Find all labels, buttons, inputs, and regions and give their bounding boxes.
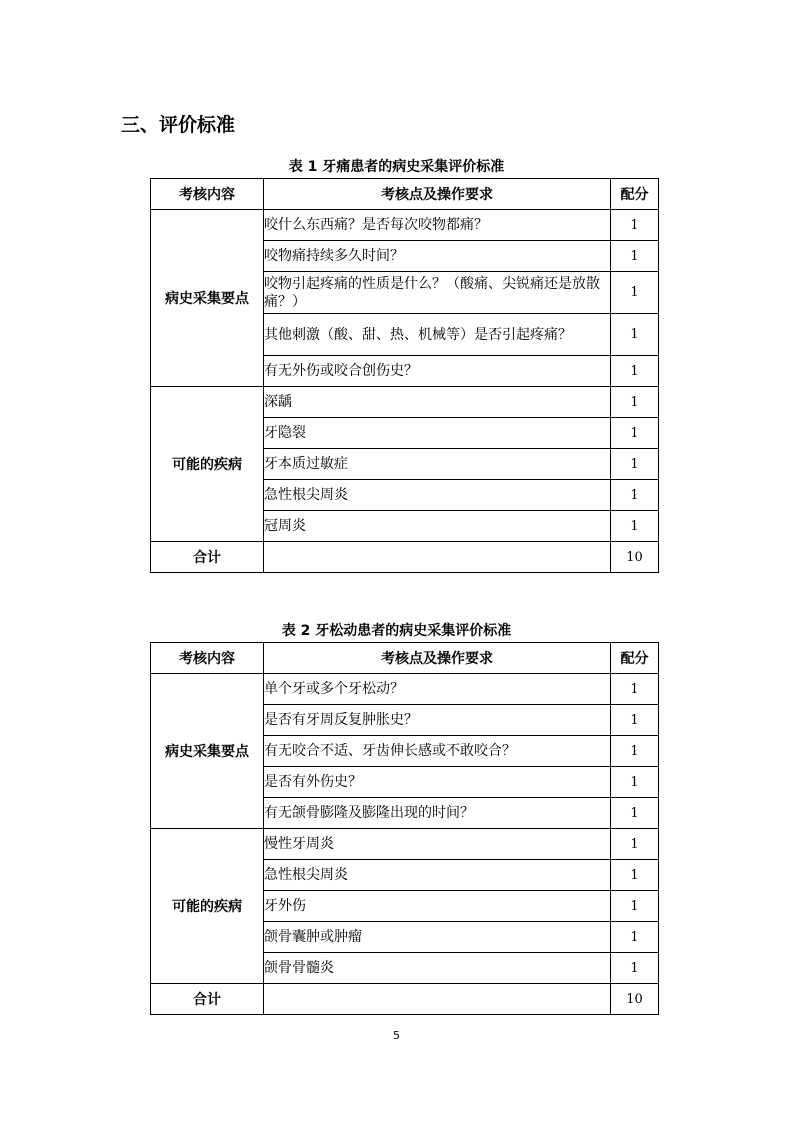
item-cell: 有无外伤或咬合创伤史？ — [264, 356, 611, 387]
score-cell: 1 — [611, 387, 659, 418]
item-cell: 有无咬合不适、牙齿伸长感或不敢咬合？ — [264, 736, 611, 767]
item-cell: 咬物引起疼痛的性质是什么？（酸痛、尖锐痛还是放散痛？） — [264, 272, 611, 314]
section-title: 三、评价标准 — [121, 114, 236, 136]
score-cell: 1 — [611, 829, 659, 860]
item-cell: 慢性牙周炎 — [264, 829, 611, 860]
table-row — [151, 674, 659, 705]
category-cell: 可能的疾病 — [151, 829, 264, 984]
table1 — [150, 178, 659, 573]
total-empty-cell — [264, 542, 611, 573]
table2-caption: 表 2 牙松动患者的病史采集评价标准 — [281, 623, 512, 639]
score-cell: 1 — [611, 314, 659, 356]
score-cell: 1 — [611, 210, 659, 241]
item-cell: 深龋 — [264, 387, 611, 418]
score-cell: 1 — [611, 953, 659, 984]
score-cell: 1 — [611, 511, 659, 542]
header-score: 配分 — [611, 179, 659, 210]
total-score: 10 — [611, 542, 659, 573]
total-empty-cell — [264, 984, 611, 1015]
score-cell: 1 — [611, 767, 659, 798]
category-cell: 病史采集要点 — [151, 210, 264, 387]
score-cell: 1 — [611, 418, 659, 449]
total-label: 合计 — [151, 542, 264, 573]
item-cell: 颌骨囊肿或肿瘤 — [264, 922, 611, 953]
score-cell: 1 — [611, 356, 659, 387]
table1-caption: 表 1 牙痛患者的病史采集评价标准 — [288, 159, 505, 175]
item-cell: 急性根尖周炎 — [264, 480, 611, 511]
item-cell: 牙本质过敏症 — [264, 449, 611, 480]
header-points: 考核点及操作要求 — [264, 643, 611, 674]
category-cell: 病史采集要点 — [151, 674, 264, 829]
table-row — [151, 387, 659, 418]
header-score: 配分 — [611, 643, 659, 674]
total-row — [151, 984, 659, 1015]
header-points: 考核点及操作要求 — [264, 179, 611, 210]
score-cell: 1 — [611, 449, 659, 480]
total-row — [151, 542, 659, 573]
score-cell: 1 — [611, 860, 659, 891]
item-cell: 咬什么东西痛？是否每次咬物都痛？ — [264, 210, 611, 241]
score-cell: 1 — [611, 674, 659, 705]
total-label: 合计 — [151, 984, 264, 1015]
score-cell: 1 — [611, 736, 659, 767]
score-cell: 1 — [611, 272, 659, 314]
total-score: 10 — [611, 984, 659, 1015]
score-cell: 1 — [611, 241, 659, 272]
score-cell: 1 — [611, 891, 659, 922]
header-content: 考核内容 — [151, 643, 264, 674]
item-cell: 是否有牙周反复肿胀史？ — [264, 705, 611, 736]
item-cell: 牙隐裂 — [264, 418, 611, 449]
item-cell: 单个牙或多个牙松动？ — [264, 674, 611, 705]
score-cell: 1 — [611, 922, 659, 953]
page-number: 5 — [393, 1029, 400, 1042]
item-cell: 颌骨骨髓炎 — [264, 953, 611, 984]
table-row — [151, 829, 659, 860]
score-cell: 1 — [611, 798, 659, 829]
score-cell: 1 — [611, 480, 659, 511]
item-cell: 是否有外伤史？ — [264, 767, 611, 798]
item-cell: 急性根尖周炎 — [264, 860, 611, 891]
item-cell: 牙外伤 — [264, 891, 611, 922]
item-cell: 有无颌骨膨隆及膨隆出现的时间？ — [264, 798, 611, 829]
score-cell: 1 — [611, 705, 659, 736]
item-cell: 咬物痛持续多久时间？ — [264, 241, 611, 272]
item-cell: 其他刺激（酸、甜、热、机械等）是否引起疼痛？ — [264, 314, 611, 356]
table2 — [150, 642, 659, 1015]
header-content: 考核内容 — [151, 179, 264, 210]
category-cell: 可能的疾病 — [151, 387, 264, 542]
item-cell: 冠周炎 — [264, 511, 611, 542]
table-row — [151, 210, 659, 241]
